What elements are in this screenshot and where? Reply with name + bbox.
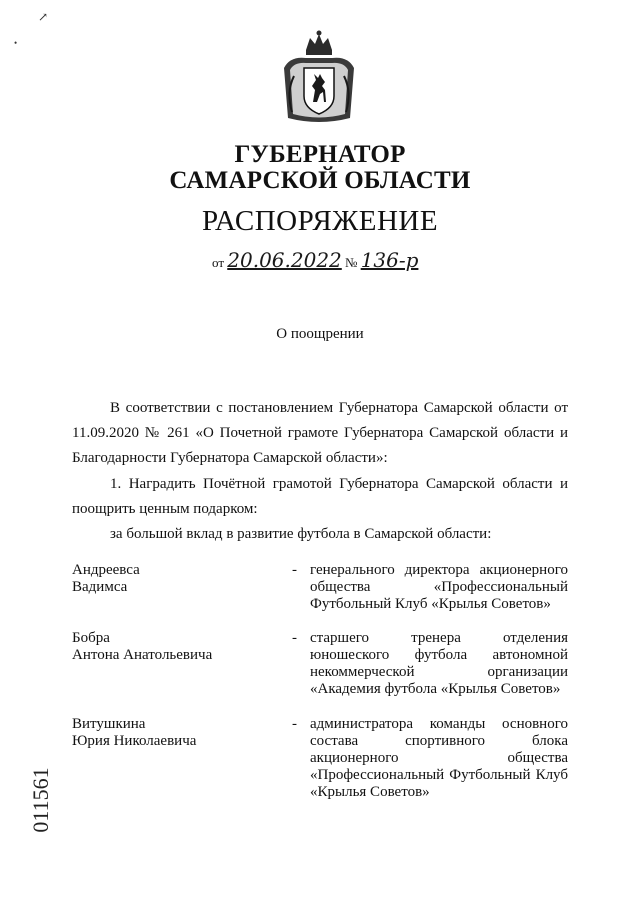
awardee-surname: Андреевса	[72, 562, 140, 578]
awardee-surname: Бобра	[72, 630, 110, 646]
awardee-row	[72, 716, 568, 800]
number-prefix: №	[345, 255, 358, 270]
awardee-given-name: Юрия Николаевича	[72, 733, 197, 749]
scan-mark: ↗	[38, 10, 49, 24]
awardee-position: администратора команды основного состава спортивного блока акционерного общества «Профессиональный Футбольный Клуб «Крылья Советов»	[310, 716, 568, 800]
coat-of-arms-emblem	[280, 28, 358, 126]
date-prefix: от	[212, 255, 225, 270]
separator-dash: -	[292, 562, 297, 578]
awardee-name	[72, 630, 272, 664]
issuer-title-line2: САМАРСКОЙ ОБЛАСТИ	[169, 167, 471, 194]
awardee-name	[72, 716, 272, 750]
document-type-heading: РАСПОРЯЖЕНИЕ	[201, 205, 439, 237]
issuer-title-line1: ГУБЕРНАТОР	[234, 141, 406, 168]
date-number-line	[212, 248, 418, 272]
awardee-surname: Витушкина	[72, 716, 146, 732]
document-subject: О поощрении	[276, 326, 364, 342]
handwritten-date: 20.06.2022	[227, 248, 342, 272]
award-reason-paragraph: за большой вклад в развитие футбола в Самарской области:	[110, 526, 492, 542]
awardee-position: генерального директора акционерного общества «Профессиональный Футбольный Клуб «Крылья Советов»	[310, 562, 568, 612]
scan-mark: •	[14, 38, 18, 48]
awardee-position: старшего тренера отделения юношеского футбола автономной некоммерческой организации «Академия футбола «Крылья Советов»	[310, 630, 568, 697]
award-clause-paragraph: 1. Наградить Почётной грамотой Губернатора Самарской области и поощрить ценным подарком:	[72, 476, 568, 517]
awardee-row	[72, 630, 568, 710]
serial-number-text: 011561	[28, 767, 54, 833]
preamble-paragraph: В соответствии с постановлением Губернатора Самарской области от 11.09.2020 № 261 «О Почетной грамоте Губернатора Самарской области и Благодарности Губернатора Самарской области»:	[72, 400, 568, 466]
awardee-given-name: Антона Анатольевича	[72, 647, 213, 663]
handwritten-number: 136-р	[360, 248, 419, 272]
awardee-name	[72, 562, 272, 596]
separator-dash: -	[292, 630, 297, 646]
awardee-given-name: Вадимса	[72, 579, 128, 595]
separator-dash: -	[292, 716, 297, 732]
side-serial-number	[27, 760, 59, 840]
